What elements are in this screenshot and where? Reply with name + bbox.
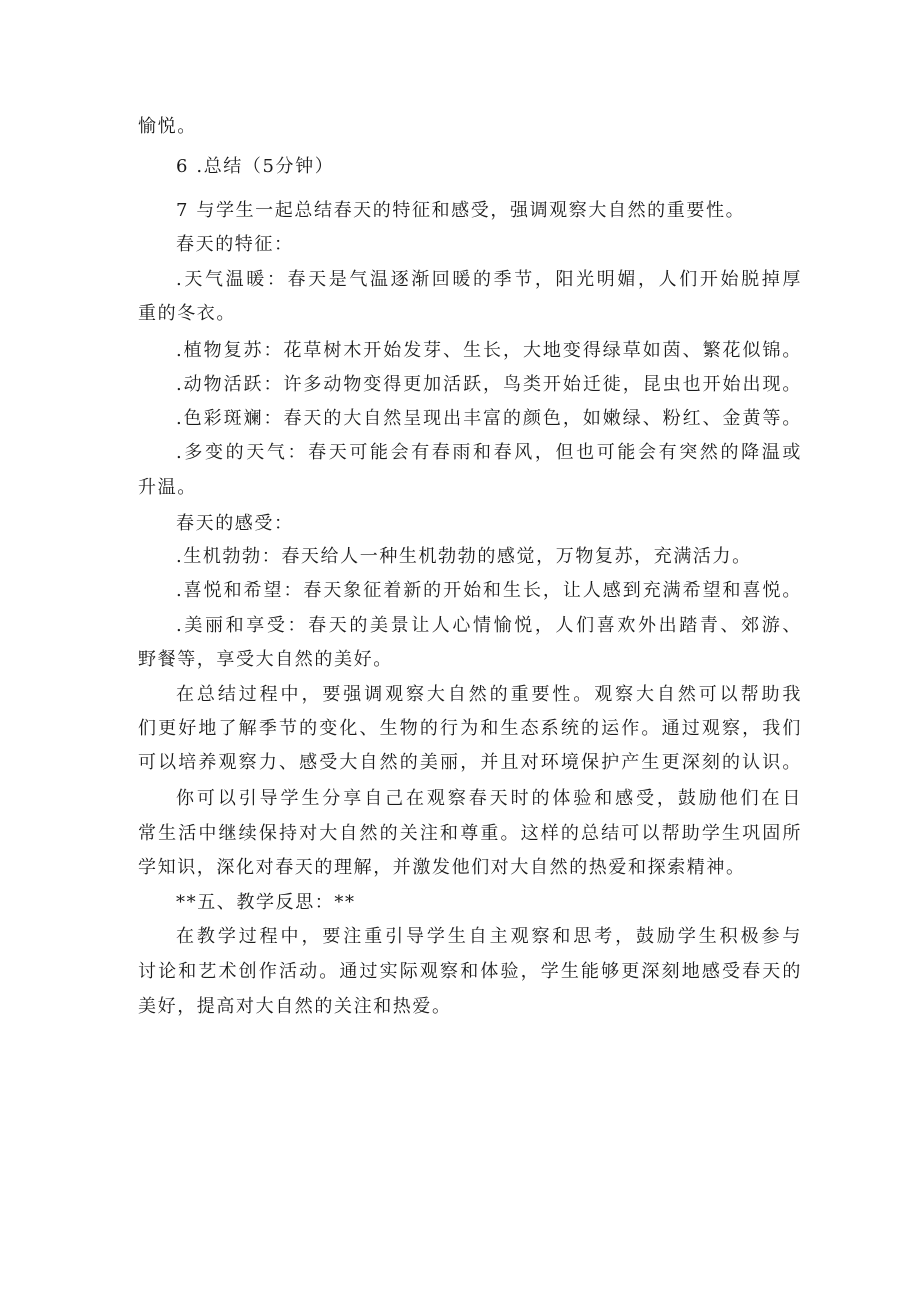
paragraph-line: 可以培养观察力、感受大自然的美丽，并且对环境保护产生更深刻的认识。 [138,752,802,773]
list-item: .多变的天气：春天可能会有春雨和春风，但也可能会有突然的降温或 [176,442,802,463]
paragraph-line: 在总结过程中，要强调观察大自然的重要性。观察大自然可以帮助我 [176,684,802,705]
list-item: .色彩斑斓：春天的大自然呈现出丰富的颜色，如嫩绿、粉红、金黄等。 [176,408,802,429]
text-line: 7 与学生一起总结春天的特征和感受，强调观察大自然的重要性。 [176,200,746,221]
paragraph-line: 讨论和艺术创作活动。通过实际观察和体验，学生能够更深刻地感受春天的 [138,961,802,982]
paragraph-line: 常生活中继续保持对大自然的关注和尊重。这样的总结可以帮助学生巩固所 [138,823,802,844]
list-item: .美丽和享受：春天的美景让人心情愉悦，人们喜欢外出踏青、郊游、 [176,615,802,636]
list-item: .动物活跃：许多动物变得更加活跃，鸟类开始迁徙，昆虫也开始出现。 [176,374,802,395]
section-heading: **五、教学反思：** [176,892,356,913]
text-line: 升温。 [138,477,197,498]
paragraph-line: 你可以引导学生分享自己在观察春天时的体验和感受，鼓励他们在日 [176,788,802,809]
section-heading: 6 .总结（5分钟） [176,156,335,177]
list-item: .喜悦和希望：春天象征着新的开始和生长，让人感到充满希望和喜悦。 [176,580,802,601]
paragraph-line: 们更好地了解季节的变化、生物的行为和生态系统的运作。通过观察，我们 [138,718,802,739]
list-item: .植物复苏：花草树木开始发芽、生长，大地变得绿草如茵、繁花似锦。 [176,340,802,361]
paragraph-line: 美好，提高对大自然的关注和热爱。 [138,996,452,1017]
paragraph-line: 学知识，深化对春天的理解，并激发他们对大自然的热爱和探索精神。 [138,857,746,878]
subheading: 春天的特征： [176,234,294,255]
paragraph-line: 在教学过程中，要注重引导学生自主观察和思考，鼓励学生积极参与 [176,926,802,947]
list-item: .生机勃勃：春天给人一种生机勃勃的感觉，万物复苏，充满活力。 [176,546,752,567]
text-line: 重的冬衣。 [138,303,236,324]
list-item: .天气温暖：春天是气温逐渐回暖的季节，阳光明媚，人们开始脱掉厚 [176,269,802,290]
subheading: 春天的感受： [176,513,294,534]
text-line: 野餐等，享受大自然的美好。 [138,649,393,670]
text-line: 愉悦。 [138,116,197,137]
